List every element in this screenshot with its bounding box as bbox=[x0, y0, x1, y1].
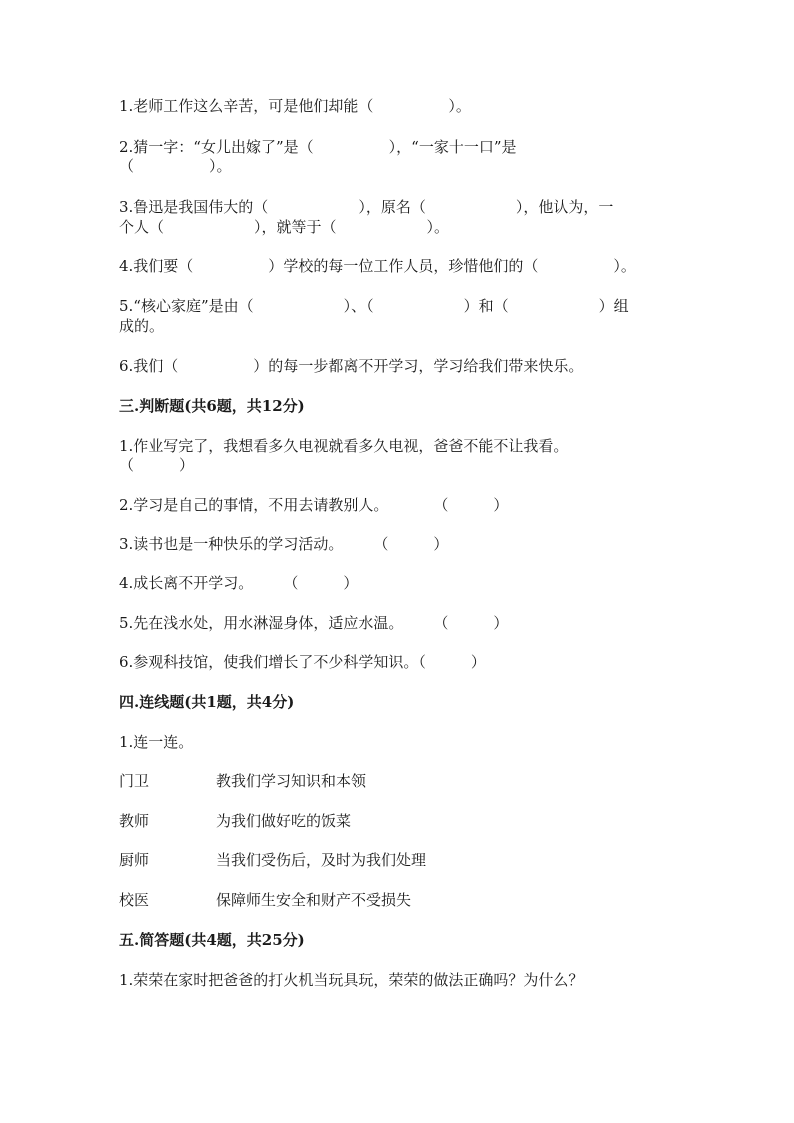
judge-item-1-cont: （ ） bbox=[119, 456, 195, 474]
match-right-4: 保障师生安全和财产不受损失 bbox=[216, 891, 412, 909]
match-left-3: 厨师 bbox=[119, 851, 150, 869]
matching-item-1: 1.连一连。 bbox=[119, 733, 194, 751]
judge-item-1: 1.作业写完了，我想看多久电视就看多久电视，爸爸不能不让我看。 bbox=[119, 437, 569, 455]
fill-item-1: 1.老师工作这么辛苦，可是他们却能（ ）。 bbox=[119, 97, 471, 115]
judge-item-2: 2.学习是自己的事情，不用去请教别人。 （ ） bbox=[119, 496, 509, 514]
section-heading-matching: 四.连线题(共1题，共4分) bbox=[119, 693, 295, 711]
fill-item-6: 6.我们（ ）的每一步都离不开学习，学习给我们带来快乐。 bbox=[119, 357, 584, 375]
fill-item-5: 5.“核心家庭”是由（ ）、（ ）和（ ）组 bbox=[119, 297, 629, 315]
short-answer-item-1: 1.荣荣在家时把爸爸的打火机当玩具玩，荣荣的做法正确吗？为什么？ bbox=[119, 971, 584, 989]
fill-item-5-cont: 成的。 bbox=[119, 317, 165, 335]
fill-item-3: 3.鲁迅是我国伟大的（ ），原名（ ），他认为，一 bbox=[119, 198, 614, 216]
match-right-2: 为我们做好吃的饭菜 bbox=[216, 812, 352, 830]
section-heading-short-answer: 五.简答题(共4题，共25分) bbox=[119, 931, 305, 949]
match-right-1: 教我们学习知识和本领 bbox=[216, 772, 367, 790]
fill-item-2-cont: （ ）。 bbox=[119, 157, 232, 175]
match-right-3: 当我们受伤后，及时为我们处理 bbox=[216, 851, 427, 869]
judge-item-3: 3.读书也是一种快乐的学习活动。 （ ） bbox=[119, 535, 449, 553]
fill-item-3-cont: 个人（ ），就等于（ ）。 bbox=[119, 218, 450, 236]
match-left-2: 教师 bbox=[119, 812, 150, 830]
match-left-1: 门卫 bbox=[119, 772, 150, 790]
judge-item-5: 5.先在浅水处，用水淋湿身体，适应水温。 （ ） bbox=[119, 614, 509, 632]
fill-item-2: 2.猜一字：“女儿出嫁了”是（ ），“一家十一口”是 bbox=[119, 138, 517, 156]
fill-item-4: 4.我们要（ ）学校的每一位工作人员，珍惜他们的（ ）。 bbox=[119, 257, 636, 275]
section-heading-judgement: 三.判断题(共6题，共12分) bbox=[119, 397, 305, 415]
judge-item-4: 4.成长离不开学习。 （ ） bbox=[119, 574, 359, 592]
judge-item-6: 6.参观科技馆，使我们增长了不少科学知识。（ ） bbox=[119, 653, 486, 671]
match-left-4: 校医 bbox=[119, 891, 150, 909]
